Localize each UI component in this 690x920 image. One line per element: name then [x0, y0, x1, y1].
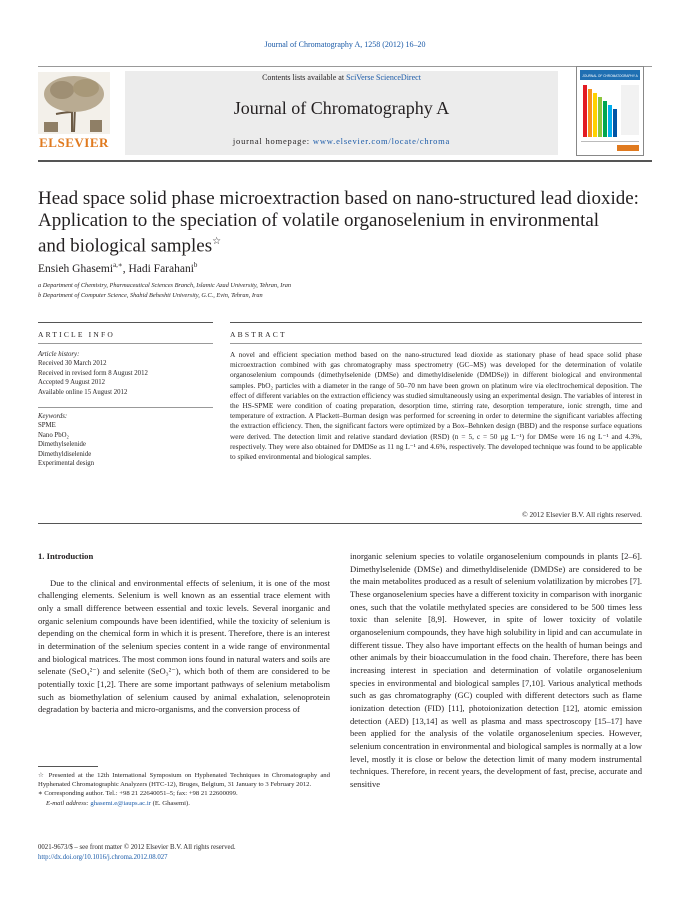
- homepage-link[interactable]: www.elsevier.com/locate/chroma: [312, 136, 451, 146]
- keyword-item: Nano PbO₂: [38, 431, 69, 439]
- journal-homepage: journal homepage: www.elsevier.com/locate/chroma: [232, 136, 451, 146]
- issn-line: 0021-9673/$ – see front matter © 2012 Elsevier B.V. All rights reserved.: [38, 844, 236, 851]
- journal-citation: Journal of Chromatography A, 1258 (2012) 16–20: [264, 40, 426, 49]
- affiliation-a: a Department of Chemistry, Pharmaceutical Sciences Branch, Islamic Azad University, Tehran, Iran: [38, 282, 292, 289]
- abstract-copyright: © 2012 Elsevier B.V. All rights reserved.: [522, 510, 642, 519]
- body-column-left: [38, 550, 330, 716]
- header-rule: [38, 66, 652, 67]
- issn-doi-block: [38, 843, 330, 863]
- divider: [230, 322, 642, 323]
- author-affil-marker[interactable]: a,∗: [113, 261, 123, 269]
- affiliations: [38, 281, 291, 300]
- title-footnote-star[interactable]: ☆: [212, 236, 222, 247]
- affiliation-b: b Department of Computer Science, Shahid Beheshti University, G.C., Evin, Tehran, Iran: [38, 291, 263, 299]
- history-item: Available online 15 August 2012: [38, 388, 128, 396]
- section-heading: 1. Introduction: [38, 551, 94, 561]
- keyword-item: Dimethylselenide: [38, 441, 86, 449]
- author-affil-marker[interactable]: b: [193, 261, 198, 269]
- divider: [38, 343, 213, 344]
- article-history: Article history: Received 30 March 2012 Received in revised form 8 August 2012 Accepted 9 August 2012 Available online 15 August 2012: [38, 350, 213, 397]
- footnote-email: E-mail address: ghasemi.e@iaups.ac.ir (E. Ghasemi).: [46, 799, 190, 807]
- contents-line: Contents lists available at SciVerse ScienceDirect: [262, 73, 421, 82]
- history-item: Received 30 March 2012: [38, 360, 107, 368]
- publisher-wordmark: ELSEVIER: [39, 135, 109, 150]
- cover-title: JOURNAL OF CHROMATOGRAPHY A: [582, 74, 638, 78]
- divider: [38, 407, 213, 408]
- abstract-text: A novel and efficient speciation method based on the nano-structured lead dioxide as stationary phase of head space solid phase microextraction combined with gas chromatography mass spectrometry (GC–MS) was developed for the determination of volatile organoselenium compounds (dimethylselenide (DMSe) and dimethyldiselenide (DMDSe)) in different biological and environmental samples. PbO₂ particles with a diameter in the range of 50–70 nm have been grown on platinum wire via elecltrochemical deposition. The effect of different variables on the extraction efficiency was studied simultaneously using an experimental design. The variables of interest in the HS-SPME were condition of coating preparation, desorption time, stirring rate, desorption temperature, ionic strength, time and temperature of extraction. A Plackett–Burman design was performed for screening in order to determine the significant variables affecting the extraction efficiency. Then, the significant factors were optimized by a Box–Behnken design (BBD) and the response surface equations were derived. The detection limit and relative standard deviation (RSD) (n = 5, c = 50 µg L⁻¹) for DMSe were 16 ng L⁻¹ and 4.3%, respectively. They were also obtained for DMDSe as 11 ng L⁻¹ and 4.6%, respectively. The developed technique was found to be applicable to spiked environmental and biological samples.: [230, 350, 643, 462]
- history-item: Received in revised form 8 August 2012: [38, 369, 148, 377]
- keyword-item: Experimental design: [38, 460, 95, 468]
- body-column-right: [350, 550, 642, 790]
- author-list: Ensieh Ghasemi$^{a,∗}$, Hadi Farahani$^b$: [38, 261, 198, 275]
- body-paragraph: Due to the clinical and environmental effects of selenium, it is one of the most challenging elements. Selenium is well known as an essential trace element with only a small difference between essential and toxic levels. Several inorganic and organic selenium compounds have been identified, while the toxicity of selenium is depending on the chemical form in which it is present. Therefore, there is an interest in determination of the selenium species content in a wide range of environmental and biological matrices. The most common ions found in natural waters and soils are selenate (SeO₄²⁻) and selenite (SeO₃²⁻), which both of them are considered to be potentially toxic [1,2]. There are some important pathways of selenium metabolism such as biomethylation of selenium caused by animal exhalation, selenoprotein degradation by bacteria and micro-organisms, and the conversion process of: [38, 577, 330, 715]
- body-paragraph: inorganic selenium species to volatile organoselenium compounds in plants [2–6]. Dimethylselenide (DMSe) and dimethyldiselenide (DMDSe) are considered to be the main metabolites produced as a result of selenium volatilization by microbes [7]. These organoselenium species have a different toxicity in comparison with inorganic ones, such that the volatile methylated species are considered to be 500 times less toxic than selenite [8,9]. However, in spite of lower toxicity of volatile organoselenium compounds, they have high solubility in lipid and can accumulate in different tissue. They also have important effects on the health of human beings and other animals by their bioaccumulation in the food chain. Therefore, there has been increasing interest in speciation and determination of volatile organoselenium species in environmental and biological samples [7,10]. Various analytical methods such as gas chromatography (GC) coupled with different detectors such as flame ionization detection (FID) [11], photoionization detection [12], atomic emission detection (AED) [13,14] as well as plasma and mass spectroscopy [15–17] have been applied for the analysis of the volatile organoselenium species. However, selenium concentration in environmental and biological samples is normally at a low level, mostly it is close or below the detection limit of many modern instrumental techniques. Therefore, in recent years, the development of fast, precise, accurate and sensitive: [350, 551, 642, 789]
- footnotes: [38, 771, 330, 808]
- author-name: Hadi Farahani: [128, 262, 194, 275]
- keyword-item: SPME: [38, 422, 56, 430]
- article-info-heading: ARTICLE INFO: [38, 330, 115, 339]
- divider: [230, 343, 642, 344]
- footnote-rule: [38, 766, 98, 767]
- journal-title: Journal of Chromatography A: [233, 98, 450, 118]
- keyword-item: Dimethyldiselenide: [38, 450, 92, 458]
- keywords: Keywords: SPME Nano PbO₂ Dimethylselenide Dimethyldiselenide Experimental design: [38, 412, 213, 468]
- masthead-rule: [38, 160, 652, 162]
- abstract-heading: ABSTRACT: [230, 330, 287, 339]
- doi-link[interactable]: http://dx.doi.org/10.1016/j.chroma.2012.08.027: [38, 854, 168, 861]
- divider: [38, 322, 213, 323]
- sciencedirect-link[interactable]: SciVerse ScienceDirect: [346, 73, 421, 82]
- email-link[interactable]: ghasemi.e@iaups.ac.ir: [90, 799, 151, 807]
- author-name: Ensieh Ghasemi: [38, 262, 114, 275]
- history-item: Accepted 9 August 2012: [38, 379, 106, 387]
- footnote-presentation: ☆ Presented at the 12th International Symposium on Hyphenated Techniques in Chromatography and Hyphenated Chromatographic Analyzers (HTC-12), Bruges, Belgium, 31 January to 3 February 2012.: [38, 772, 330, 789]
- divider: [38, 523, 642, 524]
- journal-cover-thumbnail: [576, 66, 644, 156]
- footnote-corresponding: ∗ Corresponding author. Tel.: +98 21 22640051–5; fax: +98 21 22600099.: [38, 790, 238, 798]
- article-title: Head space solid phase microextraction based on nano-structured lead dioxide: Application to the speciation of volatile organoselenium in environmental and biological samples☆: [38, 188, 639, 257]
